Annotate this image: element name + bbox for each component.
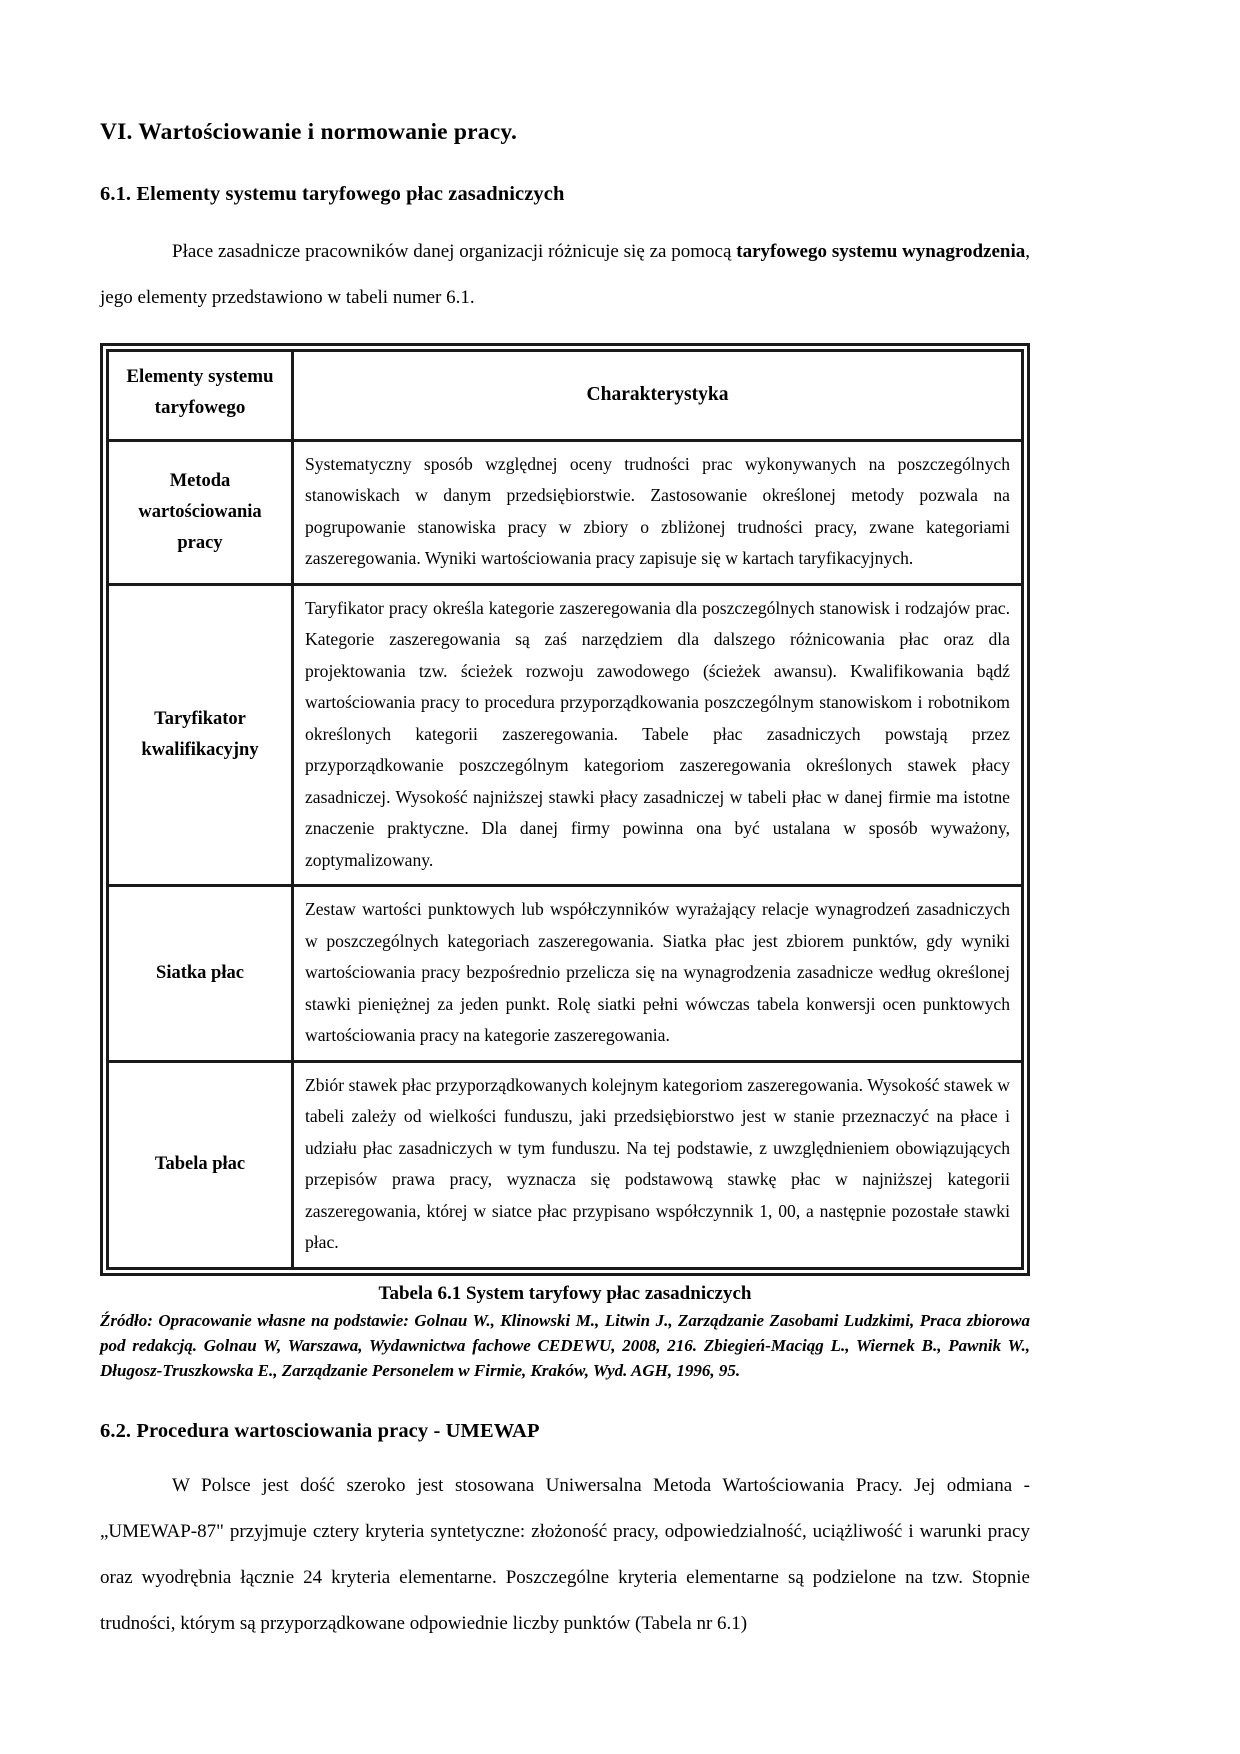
page-title: VI. Wartościowanie i normowanie pracy. [100, 119, 518, 145]
row-description-tabela: Zbiór stawek płac przyporządkowanych kolejnym kategoriom zaszeregowania. Wysokość stawek w tabeli zależy od wielkości funduszu, jaki przedsiębiorstwo jest w stanie przeznaczyć na płace i udziału płac zasadniczych w tym funduszu. Na tej podstawie, z uwzględnieniem obowiązujących przepisów prawa pracy, wyznacza się podstawową stawkę płac w najniższej kategorii zaszeregowania, której w siatce płac przypisano współczynnik 1, 00, a następnie pozostałe stawki płac. [293, 1061, 1023, 1268]
tariff-system-table [106, 349, 1024, 1270]
intro-paragraph [100, 229, 1030, 321]
intro-text-part-1: Płace zasadnicze pracowników danej organizacji różnicuje się za pomocą [172, 240, 737, 262]
row-description-siatka: Zestaw wartości punktowych lub współczynników wyrażający relacje wynagrodzeń zasadniczych w poszczególnych kategoriach zaszeregowania. Siatka płac jest zbiorem punktów, gdy wyniki wartościowania pracy bezpośrednio przelicza się na wynagrodzenia zasadnicze według określonej stawki pieniężnej za jeden punkt. Rolę siatki pełni wówczas tabela konwersji ocen punktowych wartościowania pracy na kategorie zaszeregowania. [293, 886, 1023, 1062]
table-header-col1: Elementy systemu taryfowego [108, 350, 293, 440]
table-caption: Tabela 6.1 System taryfowy płac zasadniczych [378, 1282, 752, 1304]
row-label-tabela: Tabela płac [108, 1061, 293, 1268]
table-header-row [108, 350, 1023, 440]
intro-text-part-2: , jego elementy przedstawiono w tabeli numer 6.1. [100, 240, 1030, 308]
section-heading-6-2: 6.2. Procedura wartosciowania pracy - UMEWAP [100, 1419, 540, 1442]
row-label-taryfikator: Taryfikator kwalifikacyjny [108, 584, 293, 886]
table-row [108, 584, 1023, 886]
intro-bold-term: taryfowego systemu wynagrodzenia [736, 240, 1026, 262]
row-description-taryfikator: Taryfikator pracy określa kategorie zaszeregowania dla poszczególnych stanowisk i rodzajów prac. Kategorie zaszeregowania są zaś narzędziem dla dalszego różnicowania płac oraz dla projektowania tzw. ścieżek rozwoju zawodowego (ścieżek awansu). Kwalifikowania bądź wartościowania pracy to procedura przyporządkowania poszczególnym stanowiskom i robotnikom określonych kategorii zaszeregowania. Tabele płac zasadniczych powstają przez przyporządkowanie poszczególnym kategoriom zaszeregowania określonych stawek płacy zasadniczej. Wysokość najniższej stawki płacy zasadniczej w tabeli płac w danej firmie ma istotne znaczenie praktyczne. Dla danej firmy powinna ona być ustalana w sposób wyważony, zoptymalizowany. [293, 584, 1023, 886]
section-6-2-block [100, 1419, 1030, 1648]
table-header-col2: Charakterystyka [293, 350, 1023, 440]
section-heading-6-1: 6.1. Elementy systemu taryfowego płac zasadniczych [100, 183, 565, 206]
section-6-2-paragraph: W Polsce jest dość szeroko jest stosowana Uniwersalna Metoda Wartościowania Pracy. Jej odmiana -„UMEWAP-87" przyjmuje cztery kryteria syntetyczne: złożoność pracy, odpowiedzialność, uciążliwość i warunki pracy oraz wyodrębnia łącznie 24 kryteria elementarne. Poszczególne kryteria elementarne są podzielone na tzw. Stopnie trudności, którym są przyporządkowane odpowiednie liczby punktów (Tabela nr 6.1) [100, 1475, 1030, 1635]
tariff-table-container [100, 343, 1030, 1276]
table-row [108, 886, 1023, 1062]
row-label-metoda: Metoda wartościowania pracy [108, 440, 293, 584]
row-label-siatka: Siatka płac [108, 886, 293, 1062]
table-row [108, 1061, 1023, 1268]
table-source-citation: Źródło: Opracowanie własne na podstawie: Golnau W., Klinowski M., Litwin J., Zarządzanie Zasobami Ludzkimi, Praca zbiorowa pod redakcją. Golnau W, Warszawa, Wydawnictwa fachowe CEDEWU, 2008, 216. Zbiegień-Maciąg L., Wiernek B., Pawnik W., Długosz-Truszkowska E., Zarządzanie Personelem w Firmie, Kraków, Wyd. AGH, 1996, 95. [100, 1310, 1030, 1380]
table-row [108, 440, 1023, 584]
row-description-metoda: Systematyczny sposób względnej oceny trudności prac wykonywanych na poszczególnych stanowiskach w danym przedsiębiorstwie. Zastosowanie określonej metody pozwala na pogrupowanie stanowiska pracy w zbiory o zbliżonej trudności pracy, zwane kategoriami zaszeregowania. Wyniki wartościowania pracy zapisuje się w kartach taryfikacyjnych. [293, 440, 1023, 584]
page-content [100, 118, 1030, 1647]
